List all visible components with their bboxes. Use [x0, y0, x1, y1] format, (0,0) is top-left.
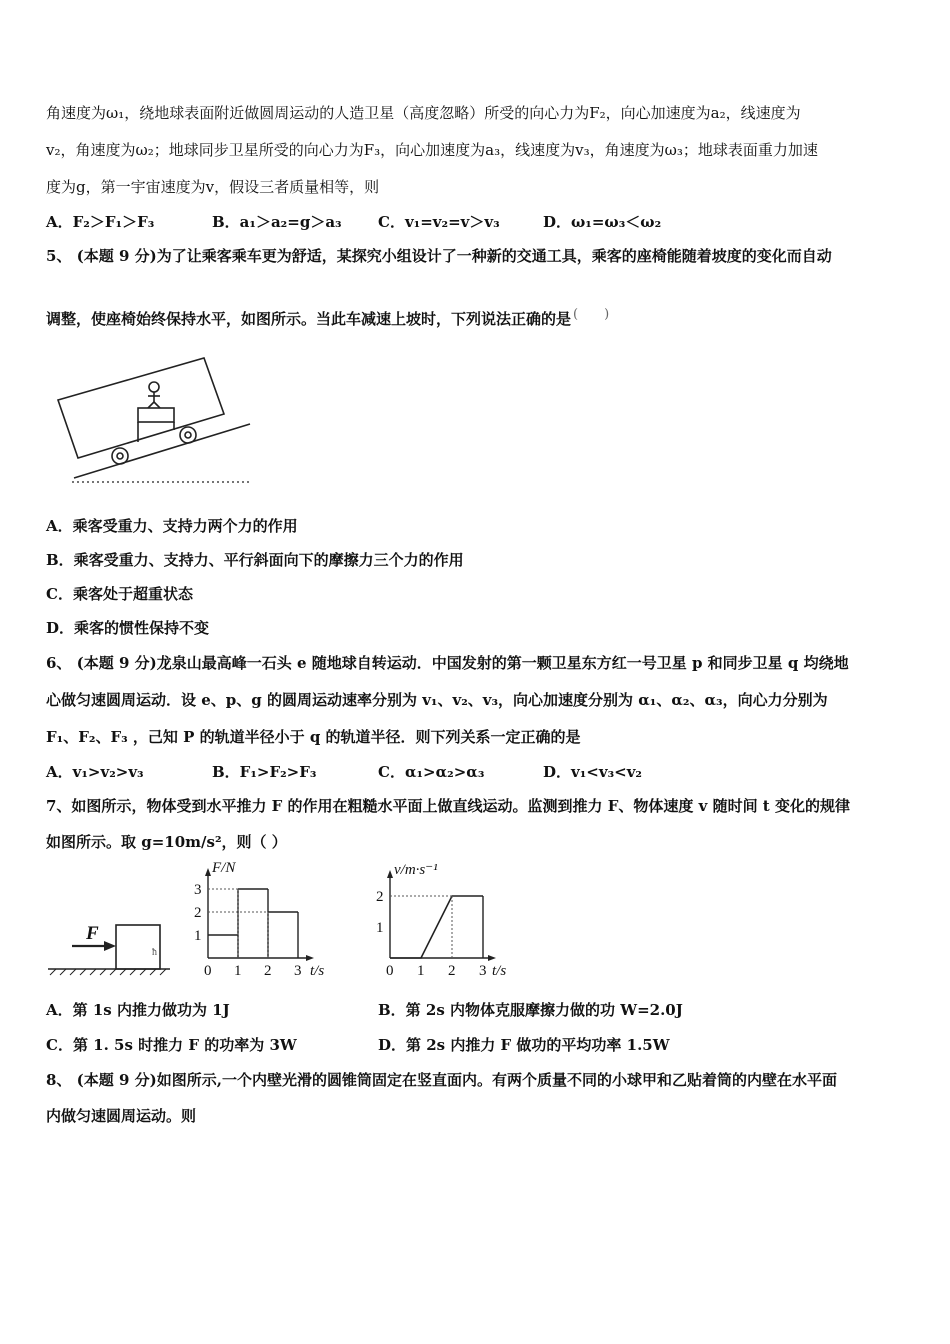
x-tick-label: 0: [204, 963, 212, 979]
q5-line-1: 5、 (本题 9 分)为了让乘客乘车更为舒适，某探究小组设计了一种新的交通工具，乘客的座椅能随着坡度的变化而自动: [46, 247, 832, 265]
q8-line-1: 8、 (本题 9 分)如图所示,一个内壁光滑的圆锥筒固定在竖直面内。有两个质量不同的小球甲和乙贴着筒的内壁在水平面: [46, 1071, 837, 1089]
q7-option-b: B．第 2s 内物体克服摩擦力做的功 W=2.0J: [378, 1001, 683, 1019]
y-axis-arrow: [387, 870, 393, 878]
q6-line-2: 心做匀速圆周运动．设 e、p、g 的圆周运动速率分别为 v₁、v₂、v₃，向心加速度分别为 α₁、α₂、α₃，向心力分别为: [46, 691, 828, 709]
y-tick-label: 2: [376, 889, 384, 905]
q4-line-2: v₂，角速度为ω₂；地球同步卫星所受的向心力为F₃，向心加速度为a₃，线速度为v₃，角速度为ω₃；地球表面重力加速: [46, 141, 818, 159]
seat: [138, 408, 174, 422]
q8-line-2: 内做匀速圆周运动。则: [46, 1107, 197, 1125]
y-axis-arrow: [205, 868, 211, 876]
q6-option-c: C．α₁>α₂>α₃: [378, 763, 485, 781]
q5-answer-blank: ( ): [573, 307, 610, 322]
q6-option-a: A．v₁>v₂>v₃: [46, 763, 144, 781]
q4-line-1: 角速度为ω₁，绕地球表面附近做圆周运动的人造卫星（高度忽略）所受的向心力为F₂，向心加速度为a₂，线速度为: [46, 104, 801, 122]
q4-option-d: D．ω₁=ω₃＜ω₂: [543, 213, 662, 231]
q6-line-3: F₁、F₂、F₃ ，己知 P 的轨道半径小于 q 的轨道半径．则下列关系一定正确的是: [46, 728, 581, 746]
y-tick-label: 2: [194, 905, 202, 921]
x-tick-label: 2: [448, 963, 456, 979]
x-axis-label: t/s: [310, 963, 325, 979]
q4-option-b: B．a₁＞a₂=g＞a₃: [212, 213, 342, 231]
q5-line-2: [46, 309, 609, 331]
q5-vehicle-diagram: [54, 352, 254, 487]
x-tick-label: 1: [417, 963, 425, 979]
velocity-line: [390, 896, 483, 958]
x-axis-label: t/s: [492, 963, 507, 979]
y-tick-label: 1: [376, 920, 384, 936]
q5-option-a: A．乘客受重力、支持力两个力的作用: [46, 517, 298, 535]
q7-option-a: A．第 1s 内推力做功为 1J: [46, 1001, 230, 1019]
q7-option-c: C．第 1. 5s 时推力 F 的功率为 3W: [46, 1036, 297, 1054]
y-tick-label: 1: [194, 928, 202, 944]
x-tick-label: 2: [264, 963, 272, 979]
x-tick-label: 0: [386, 963, 394, 979]
front-wheel: [180, 427, 196, 443]
passenger-head: [149, 382, 159, 392]
q4-line-3: 度为g，第一宇宙速度为v，假设三者质量相等，则: [46, 178, 380, 196]
x-tick-label: 3: [479, 963, 487, 979]
velocity-time-chart: [372, 862, 532, 980]
q7-line-2: 如图所示。取 g=10m/s²，则（ ）: [46, 833, 287, 851]
q7-line-1: 7、如图所示，物体受到水平推力 F 的作用在粗糙水平面上做直线运动。监测到推力 F、物体速度 v 随时间 t 变化的规律: [46, 797, 850, 815]
x-axis-arrow: [306, 955, 314, 961]
y-axis-label: F/N: [212, 860, 236, 876]
q5-option-d: D．乘客的惯性保持不变: [46, 619, 210, 637]
rear-wheel: [112, 448, 128, 464]
block-mark: ħ: [152, 947, 157, 958]
q7-block-diagram: [46, 915, 176, 977]
q6-option-b: B．F₁>F₂>F₃: [212, 763, 317, 781]
q5-option-b: B．乘客受重力、支持力、平行斜面向下的摩擦力三个力的作用: [46, 551, 464, 569]
q7-option-d: D．第 2s 内推力 F 做功的平均功率 1.5W: [378, 1036, 670, 1054]
x-tick-label: 1: [234, 963, 242, 979]
q5-stem: 调整，使座椅始终保持水平，如图所示。当此车减速上坡时，下列说法正确的是: [46, 310, 572, 328]
force-label: F: [86, 923, 99, 944]
q6-line-1: 6、 (本题 9 分)龙泉山最高峰一石头 e 随地球自转运动．中国发射的第一颗卫星东方红一号卫星 p 和同步卫星 q 均绕地: [46, 654, 849, 672]
y-tick-label: 3: [194, 882, 202, 898]
force-time-chart: [186, 860, 346, 980]
q5-option-c: C．乘客处于超重状态: [46, 585, 193, 603]
q4-option-a: A．F₂＞F₁＞F₃: [46, 213, 155, 231]
x-axis-arrow: [488, 955, 496, 961]
x-tick-label: 3: [294, 963, 302, 979]
y-axis-label: v/m·s⁻¹: [394, 862, 438, 878]
q4-option-c: C．v₁=v₂=v＞v₃: [378, 213, 500, 231]
q6-option-d: D．v₁<v₃<v₂: [543, 763, 643, 781]
